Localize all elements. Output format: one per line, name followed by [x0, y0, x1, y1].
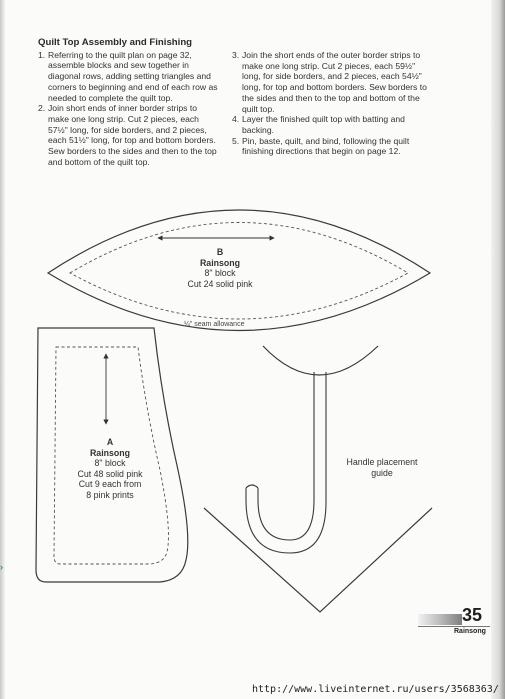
umbrella-handle-outer	[258, 372, 314, 540]
step-text: Join the short ends of the outer border strips to make one long strip. Cut 2 pieces, each 59½" long, for side borders, and 2 pieces, each 54½" long, for top and bottom borders. Sew borders to the sides and then to the top and bottom of the quilt top.	[242, 50, 427, 114]
page-number: 35	[462, 605, 483, 625]
pattern-b-name: Rainsong	[199, 257, 241, 268]
step-text: Referring to the quilt plan on page 32, assemble blocks and sew together in diagonal rows, adding setting triangles and corners to beginning and end of each row as needed to complete the quilt top.	[48, 49, 218, 103]
footer-book-name: Rainsong	[454, 628, 486, 635]
pattern-a-cut1: Cut 48 solid pink	[77, 468, 143, 479]
binding-mark-icon: ›	[0, 562, 3, 572]
handle-guide-line2: guide	[371, 467, 393, 478]
step-text: Layer the finished quilt top with batting and backing.	[242, 114, 405, 135]
pattern-b-label	[170, 247, 270, 289]
pattern-a-size: 8" block	[94, 458, 126, 469]
pattern-a-letter: A	[106, 437, 114, 447]
pattern-b-cut: Cut 24 solid pink	[187, 278, 253, 289]
instructions-heading: Quilt Top Assembly and Finishing	[38, 37, 193, 48]
triangle-guide	[204, 508, 432, 612]
handle-guide-label	[334, 457, 430, 478]
step-number: 4.	[232, 114, 240, 125]
pattern-b-letter: B	[216, 247, 224, 257]
pattern-a-name: Rainsong	[89, 447, 131, 458]
umbrella-arc	[263, 346, 378, 375]
step-number: 5.	[232, 135, 240, 146]
source-url: http://www.liveinternet.ru/users/3568363/	[252, 684, 499, 695]
handle-placement-guide	[204, 346, 432, 612]
step-text: Pin, baste, quilt, and bind, following the quilt finishing directions that begin on page 12.	[242, 135, 410, 157]
step-number: 2.	[38, 103, 46, 114]
step-text: Join short ends of inner border strips to make one long strip. Cut 2 pieces, each 57½" long, for side borders, and 2 pieces, each 51½" long, for top and bottom borders. Sew borders to the sides and then to the top and bottom of the quilt top.	[48, 103, 217, 167]
seam-allowance-label: ¼" seam allowance	[184, 321, 245, 328]
pattern-a-label	[64, 437, 156, 501]
pattern-a-cut2: Cut 9 each from	[78, 479, 142, 490]
step-number: 1.	[38, 49, 46, 60]
footer-rule	[418, 626, 490, 627]
pattern-b-size: 8" block	[204, 268, 236, 279]
footer-gradient-bar	[418, 614, 462, 625]
step-number: 3.	[232, 50, 240, 60]
umbrella-handle-tip	[246, 485, 258, 488]
handle-guide-line1: Handle placement	[346, 457, 418, 467]
pattern-a-cut3: 8 pink prints	[86, 489, 134, 500]
